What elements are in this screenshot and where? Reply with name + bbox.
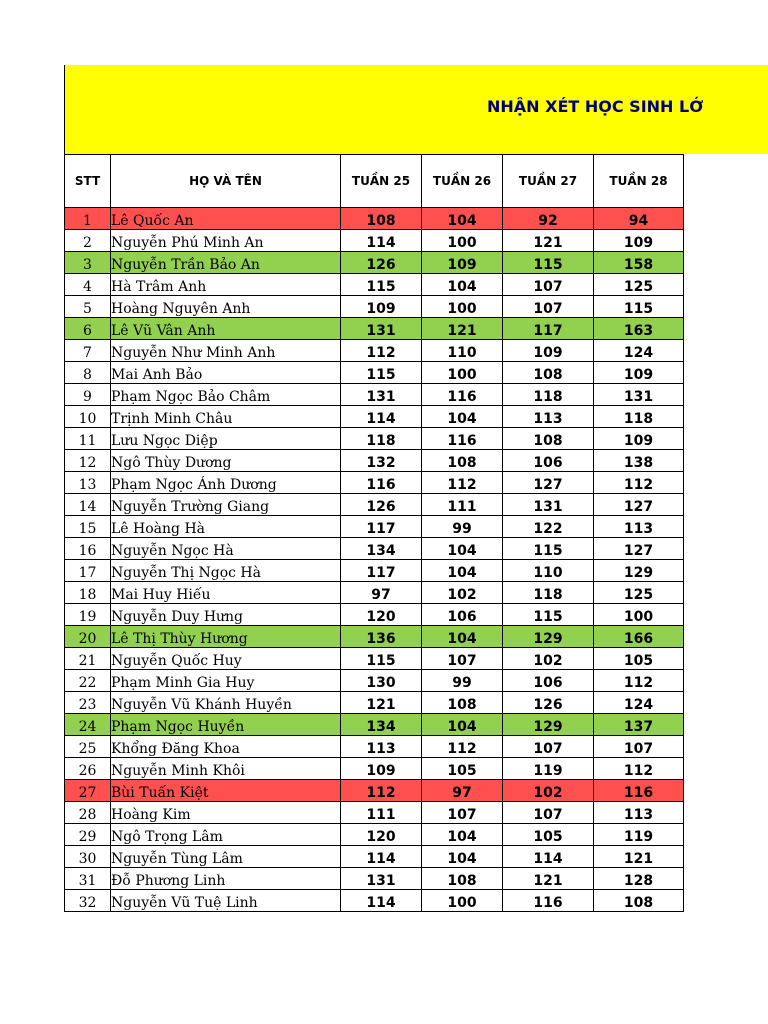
student-name-cell[interactable]: Nguyễn Vũ Tuệ Linh — [111, 890, 341, 912]
student-name-cell[interactable]: Nguyễn Vũ Khánh Huyền — [111, 692, 341, 714]
week-25-score-cell[interactable]: 112 — [341, 780, 422, 802]
week-28-score-cell[interactable]: 100 — [594, 604, 684, 626]
week-28-score-cell[interactable]: 94 — [594, 208, 684, 230]
week-28-score-cell[interactable]: 131 — [594, 384, 684, 406]
student-name-cell[interactable]: Nguyễn Phú Minh An — [111, 230, 341, 252]
student-name-cell[interactable]: Lưu Ngọc Diệp — [111, 428, 341, 450]
week-25-score-cell[interactable]: 111 — [341, 802, 422, 824]
week-26-score-cell[interactable]: 99 — [422, 670, 503, 692]
stt-cell[interactable]: 8 — [65, 362, 111, 384]
table-body — [65, 208, 684, 912]
week-25-score-cell[interactable]: 136 — [341, 626, 422, 648]
week-25-score-cell[interactable]: 113 — [341, 736, 422, 758]
week-28-score-cell[interactable]: 109 — [594, 428, 684, 450]
week-28-score-cell[interactable]: 163 — [594, 318, 684, 340]
table-row — [65, 890, 684, 912]
student-name-cell[interactable]: Mai Anh Bảo — [111, 362, 341, 384]
week-26-score-cell[interactable]: 121 — [422, 318, 503, 340]
student-name-cell[interactable]: Ngô Thùy Dương — [111, 450, 341, 472]
stt-cell[interactable]: 5 — [65, 296, 111, 318]
table-row — [65, 780, 684, 802]
stt-cell[interactable]: 10 — [65, 406, 111, 428]
student-name-cell[interactable]: Lê Vũ Vân Anh — [111, 318, 341, 340]
table-row — [65, 846, 684, 868]
student-name-cell[interactable]: Phạm Ngọc Bảo Châm — [111, 384, 341, 406]
week-28-score-cell[interactable]: 125 — [594, 582, 684, 604]
stt-cell[interactable]: 30 — [65, 846, 111, 868]
student-name-cell[interactable]: Lê Hoàng Hà — [111, 516, 341, 538]
week-28-score-cell[interactable]: 112 — [594, 758, 684, 780]
stt-cell[interactable]: 32 — [65, 890, 111, 912]
table-row — [65, 692, 684, 714]
week-27-score-cell[interactable]: 107 — [503, 736, 594, 758]
week-25-score-cell[interactable]: 134 — [341, 714, 422, 736]
score-table — [64, 154, 684, 912]
student-name-cell[interactable]: Ngô Trọng Lâm — [111, 824, 341, 846]
table-row — [65, 868, 684, 890]
table-row — [65, 428, 684, 450]
stt-cell[interactable]: 15 — [65, 516, 111, 538]
student-name-cell[interactable]: Nguyễn Trần Bảo An — [111, 252, 341, 274]
week-27-score-cell[interactable]: 114 — [503, 846, 594, 868]
week-26-score-cell[interactable]: 104 — [422, 560, 503, 582]
stt-cell[interactable]: 1 — [65, 208, 111, 230]
week-25-score-cell[interactable]: 130 — [341, 670, 422, 692]
table-row — [65, 560, 684, 582]
stt-cell[interactable]: 20 — [65, 626, 111, 648]
student-name-cell[interactable]: Nguyễn Minh Khôi — [111, 758, 341, 780]
table-row — [65, 516, 684, 538]
week-25-score-cell[interactable]: 114 — [341, 846, 422, 868]
week-26-score-cell[interactable]: 104 — [422, 274, 503, 296]
week-28-score-cell[interactable]: 105 — [594, 648, 684, 670]
week-27-score-cell[interactable]: 129 — [503, 626, 594, 648]
week-25-score-cell[interactable]: 115 — [341, 274, 422, 296]
week-27-score-cell[interactable]: 106 — [503, 670, 594, 692]
week-26-score-cell[interactable]: 109 — [422, 252, 503, 274]
week-26-score-cell[interactable]: 110 — [422, 340, 503, 362]
week-27-score-cell[interactable]: 126 — [503, 692, 594, 714]
stt-cell[interactable]: 29 — [65, 824, 111, 846]
table-row — [65, 670, 684, 692]
column-header-week-28[interactable]: TUẦN 28 — [594, 155, 684, 208]
week-28-score-cell[interactable]: 121 — [594, 846, 684, 868]
week-26-score-cell[interactable]: 100 — [422, 296, 503, 318]
table-row — [65, 406, 684, 428]
week-25-score-cell[interactable]: 132 — [341, 450, 422, 472]
stt-cell[interactable]: 21 — [65, 648, 111, 670]
stt-cell[interactable]: 11 — [65, 428, 111, 450]
stt-cell[interactable]: 19 — [65, 604, 111, 626]
week-26-score-cell[interactable]: 104 — [422, 208, 503, 230]
week-27-score-cell[interactable]: 118 — [503, 384, 594, 406]
student-name-cell[interactable]: Nguyễn Trường Giang — [111, 494, 341, 516]
stt-cell[interactable]: 31 — [65, 868, 111, 890]
week-27-score-cell[interactable]: 115 — [503, 538, 594, 560]
week-26-score-cell[interactable]: 106 — [422, 604, 503, 626]
week-26-score-cell[interactable]: 107 — [422, 648, 503, 670]
stt-cell[interactable]: 16 — [65, 538, 111, 560]
stt-cell[interactable]: 3 — [65, 252, 111, 274]
week-26-score-cell[interactable]: 102 — [422, 582, 503, 604]
week-28-score-cell[interactable]: 137 — [594, 714, 684, 736]
week-25-score-cell[interactable]: 115 — [341, 648, 422, 670]
week-27-score-cell[interactable]: 116 — [503, 890, 594, 912]
week-25-score-cell[interactable]: 114 — [341, 406, 422, 428]
week-25-score-cell[interactable]: 117 — [341, 560, 422, 582]
week-25-score-cell[interactable]: 131 — [341, 384, 422, 406]
student-name-cell[interactable]: Trịnh Minh Châu — [111, 406, 341, 428]
week-26-score-cell[interactable]: 100 — [422, 230, 503, 252]
stt-cell[interactable]: 25 — [65, 736, 111, 758]
stt-cell[interactable]: 2 — [65, 230, 111, 252]
week-26-score-cell[interactable]: 111 — [422, 494, 503, 516]
table-row — [65, 318, 684, 340]
week-25-score-cell[interactable]: 126 — [341, 494, 422, 516]
table-row — [65, 208, 684, 230]
table-row — [65, 714, 684, 736]
week-27-score-cell[interactable]: 107 — [503, 802, 594, 824]
week-25-score-cell[interactable]: 118 — [341, 428, 422, 450]
week-26-score-cell[interactable]: 100 — [422, 890, 503, 912]
week-28-score-cell[interactable]: 112 — [594, 472, 684, 494]
table-row — [65, 296, 684, 318]
stt-cell[interactable]: 14 — [65, 494, 111, 516]
student-name-cell[interactable]: Hà Trâm Anh — [111, 274, 341, 296]
week-27-score-cell[interactable]: 129 — [503, 714, 594, 736]
week-28-score-cell[interactable]: 108 — [594, 890, 684, 912]
week-28-score-cell[interactable]: 118 — [594, 406, 684, 428]
week-27-score-cell[interactable]: 122 — [503, 516, 594, 538]
week-26-score-cell[interactable]: 104 — [422, 714, 503, 736]
week-25-score-cell[interactable]: 120 — [341, 824, 422, 846]
week-27-score-cell[interactable]: 127 — [503, 472, 594, 494]
week-28-score-cell[interactable]: 125 — [594, 274, 684, 296]
table-row — [65, 626, 684, 648]
week-28-score-cell[interactable]: 166 — [594, 626, 684, 648]
week-28-score-cell[interactable]: 116 — [594, 780, 684, 802]
week-25-score-cell[interactable]: 114 — [341, 230, 422, 252]
table-row — [65, 736, 684, 758]
table-row — [65, 362, 684, 384]
week-25-score-cell[interactable]: 109 — [341, 758, 422, 780]
table-row — [65, 824, 684, 846]
week-26-score-cell[interactable]: 104 — [422, 406, 503, 428]
week-27-score-cell[interactable]: 113 — [503, 406, 594, 428]
table-row — [65, 450, 684, 472]
week-26-score-cell[interactable]: 112 — [422, 736, 503, 758]
table-row — [65, 648, 684, 670]
table-row — [65, 340, 684, 362]
column-header-week-27[interactable]: TUẦN 27 — [503, 155, 594, 208]
stt-cell[interactable]: 13 — [65, 472, 111, 494]
week-27-score-cell[interactable]: 105 — [503, 824, 594, 846]
table-row — [65, 472, 684, 494]
week-26-score-cell[interactable]: 108 — [422, 868, 503, 890]
week-25-score-cell[interactable]: 131 — [341, 318, 422, 340]
week-27-score-cell[interactable]: 106 — [503, 450, 594, 472]
week-25-score-cell[interactable]: 121 — [341, 692, 422, 714]
table-row — [65, 494, 684, 516]
week-25-score-cell[interactable]: 120 — [341, 604, 422, 626]
table-row — [65, 274, 684, 296]
week-26-score-cell[interactable]: 105 — [422, 758, 503, 780]
week-27-score-cell[interactable]: 117 — [503, 318, 594, 340]
week-28-score-cell[interactable]: 119 — [594, 824, 684, 846]
week-26-score-cell[interactable]: 99 — [422, 516, 503, 538]
week-25-score-cell[interactable]: 117 — [341, 516, 422, 538]
stt-cell[interactable]: 7 — [65, 340, 111, 362]
table-row — [65, 758, 684, 780]
student-name-cell[interactable]: Phạm Ngọc Huyền — [111, 714, 341, 736]
student-name-cell[interactable]: Phạm Ngọc Ánh Dương — [111, 472, 341, 494]
week-27-score-cell[interactable]: 102 — [503, 780, 594, 802]
week-26-score-cell[interactable]: 104 — [422, 824, 503, 846]
week-27-score-cell[interactable]: 115 — [503, 604, 594, 626]
week-27-score-cell[interactable]: 118 — [503, 582, 594, 604]
week-28-score-cell[interactable]: 128 — [594, 868, 684, 890]
week-28-score-cell[interactable]: 129 — [594, 560, 684, 582]
week-25-score-cell[interactable]: 97 — [341, 582, 422, 604]
week-28-score-cell[interactable]: 158 — [594, 252, 684, 274]
week-28-score-cell[interactable]: 112 — [594, 670, 684, 692]
table-row — [65, 802, 684, 824]
student-name-cell[interactable]: Nguyễn Tùng Lâm — [111, 846, 341, 868]
stt-cell[interactable]: 9 — [65, 384, 111, 406]
table-row — [65, 538, 684, 560]
stt-cell[interactable]: 27 — [65, 780, 111, 802]
week-25-score-cell[interactable]: 131 — [341, 868, 422, 890]
week-28-score-cell[interactable]: 113 — [594, 516, 684, 538]
week-25-score-cell[interactable]: 126 — [341, 252, 422, 274]
week-27-score-cell[interactable]: 108 — [503, 362, 594, 384]
week-28-score-cell[interactable]: 127 — [594, 538, 684, 560]
week-27-score-cell[interactable]: 107 — [503, 274, 594, 296]
week-26-score-cell[interactable]: 97 — [422, 780, 503, 802]
week-26-score-cell[interactable]: 108 — [422, 450, 503, 472]
student-name-cell[interactable]: Nguyễn Như Minh Anh — [111, 340, 341, 362]
week-28-score-cell[interactable]: 124 — [594, 692, 684, 714]
week-26-score-cell[interactable]: 116 — [422, 428, 503, 450]
table-row — [65, 604, 684, 626]
student-name-cell[interactable]: Nguyễn Thị Ngọc Hà — [111, 560, 341, 582]
student-name-cell[interactable]: Nguyễn Quốc Huy — [111, 648, 341, 670]
stt-cell[interactable]: 18 — [65, 582, 111, 604]
week-26-score-cell[interactable]: 108 — [422, 692, 503, 714]
student-name-cell[interactable]: Hoàng Kim — [111, 802, 341, 824]
week-28-score-cell[interactable]: 127 — [594, 494, 684, 516]
stt-cell[interactable]: 28 — [65, 802, 111, 824]
column-header-stt[interactable]: STT — [65, 155, 111, 208]
stt-cell[interactable]: 12 — [65, 450, 111, 472]
student-name-cell[interactable]: Nguyễn Duy Hưng — [111, 604, 341, 626]
column-header-name[interactable]: HỌ VÀ TÊN — [111, 155, 341, 208]
week-26-score-cell[interactable]: 104 — [422, 626, 503, 648]
week-27-score-cell[interactable]: 107 — [503, 296, 594, 318]
week-25-score-cell[interactable]: 134 — [341, 538, 422, 560]
stt-cell[interactable]: 6 — [65, 318, 111, 340]
stt-cell[interactable]: 22 — [65, 670, 111, 692]
week-27-score-cell[interactable]: 109 — [503, 340, 594, 362]
student-name-cell[interactable]: Hoàng Nguyên Anh — [111, 296, 341, 318]
week-25-score-cell[interactable]: 112 — [341, 340, 422, 362]
table-row — [65, 230, 684, 252]
week-27-score-cell[interactable]: 108 — [503, 428, 594, 450]
week-28-score-cell[interactable]: 109 — [594, 362, 684, 384]
table-row — [65, 252, 684, 274]
week-27-score-cell[interactable]: 115 — [503, 252, 594, 274]
student-name-cell[interactable]: Mai Huy Hiếu — [111, 582, 341, 604]
week-27-score-cell[interactable]: 131 — [503, 494, 594, 516]
column-header-week-26[interactable]: TUẦN 26 — [422, 155, 503, 208]
week-28-score-cell[interactable]: 124 — [594, 340, 684, 362]
student-name-cell[interactable]: Phạm Minh Gia Huy — [111, 670, 341, 692]
stt-cell[interactable]: 17 — [65, 560, 111, 582]
week-28-score-cell[interactable]: 138 — [594, 450, 684, 472]
column-header-week-25[interactable]: TUẦN 25 — [341, 155, 422, 208]
week-25-score-cell[interactable]: 116 — [341, 472, 422, 494]
week-26-score-cell[interactable]: 112 — [422, 472, 503, 494]
week-28-score-cell[interactable]: 115 — [594, 296, 684, 318]
title-banner — [65, 65, 768, 154]
table-row — [65, 384, 684, 406]
stt-cell[interactable]: 24 — [65, 714, 111, 736]
sheet-title: NHẬN XÉT HỌC SINH LỚ — [487, 97, 704, 116]
week-26-score-cell[interactable]: 116 — [422, 384, 503, 406]
week-27-score-cell[interactable]: 110 — [503, 560, 594, 582]
week-28-score-cell[interactable]: 107 — [594, 736, 684, 758]
week-28-score-cell[interactable]: 109 — [594, 230, 684, 252]
week-25-score-cell[interactable]: 115 — [341, 362, 422, 384]
student-name-cell[interactable]: Bùi Tuấn Kiệt — [111, 780, 341, 802]
student-name-cell[interactable]: Nguyễn Ngọc Hà — [111, 538, 341, 560]
stt-cell[interactable]: 26 — [65, 758, 111, 780]
week-26-score-cell[interactable]: 104 — [422, 846, 503, 868]
student-name-cell[interactable]: Lê Quốc An — [111, 208, 341, 230]
week-25-score-cell[interactable]: 109 — [341, 296, 422, 318]
week-27-score-cell[interactable]: 92 — [503, 208, 594, 230]
week-26-score-cell[interactable]: 104 — [422, 538, 503, 560]
week-26-score-cell[interactable]: 107 — [422, 802, 503, 824]
week-28-score-cell[interactable]: 113 — [594, 802, 684, 824]
student-name-cell[interactable]: Đỗ Phương Linh — [111, 868, 341, 890]
week-25-score-cell[interactable]: 108 — [341, 208, 422, 230]
week-27-score-cell[interactable]: 102 — [503, 648, 594, 670]
student-name-cell[interactable]: Lê Thị Thùy Hương — [111, 626, 341, 648]
stt-cell[interactable]: 4 — [65, 274, 111, 296]
week-26-score-cell[interactable]: 100 — [422, 362, 503, 384]
stt-cell[interactable]: 23 — [65, 692, 111, 714]
week-27-score-cell[interactable]: 121 — [503, 230, 594, 252]
week-25-score-cell[interactable]: 114 — [341, 890, 422, 912]
week-27-score-cell[interactable]: 121 — [503, 868, 594, 890]
week-27-score-cell[interactable]: 119 — [503, 758, 594, 780]
student-name-cell[interactable]: Khổng Đăng Khoa — [111, 736, 341, 758]
header-row — [65, 155, 684, 208]
table-row — [65, 582, 684, 604]
